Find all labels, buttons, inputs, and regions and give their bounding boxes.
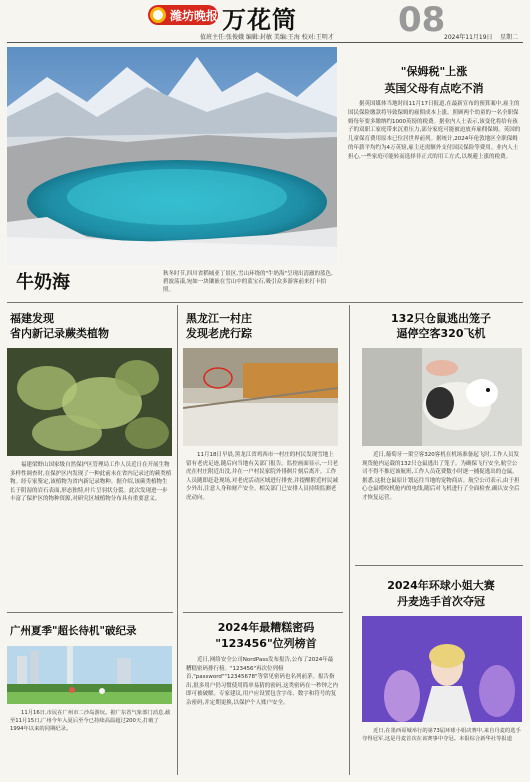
tiger-illustration [183,348,338,446]
miss-headline-line1: 2024年环球小姐大赛 [387,579,495,592]
lake-title: 牛奶海 [16,272,70,293]
column-divider-left [177,305,178,775]
masthead [0,0,530,44]
lake-caption: 秋冬时节,四川省稻城亚丁景区,雪山环绕的"牛奶海"呈现出清澈的蓝色,碧波荡漾,宛如一块镶嵌在雪山中的蓝宝石,吸引众多游客前来打卡拍照。 [163,271,333,293]
section-divider-2 [7,612,173,613]
password-headline-line1: 2024年最糟糕密码 [217,621,315,634]
lake-photo [7,47,337,265]
guangzhou-illustration [7,646,172,704]
tiger-headline-line1: 黑龙江一村庄 [186,312,252,325]
issue-weekday: 星期二 [500,34,519,41]
fern-headline-line1: 福建发现 [10,312,54,325]
hamster-article-body: 近日,葡萄牙一架空客320客机在机场准备起飞时,工作人员发现货舱内运载的132只仓鼠逃出了笼子。为确保飞行安全,航空公司不得不推迟该航班,工作人员花费数小时逐一捕捉逃出的仓鼠。据悉,这批仓鼠原计划运往当地的宠物商店。航空公司表示,由于担心仓鼠啃咬机舱内的电线,随后对飞机进行了全面检查,确认安全后才恢复运营。 [362,452,520,501]
fern-illustration [7,348,172,456]
masthead-divider [7,42,523,43]
hamster-photo [362,348,522,446]
miss-illustration [362,616,522,722]
fern-headline-line2: 省内新记录蕨类植物 [10,327,109,340]
hamster-headline-line2: 逼停空客320飞机 [396,327,486,340]
tiger-article-body: 11月18日早晨,黑龙江省鸡西市一村庄的村民发现雪地上留有老虎足迹,随后向当地有关部门报告。监控画面显示,一只老虎在村庄附近出没,并在一户村民家院外徘徊片刻后离开。工作人员随即赶赴现场,对老虎活动区域进行排查,并提醒附近村民减少外出,注意人身和财产安全。相关部门已安排人员持续监测老虎动向。 [186,452,338,501]
section-divider-1 [7,302,523,303]
guangzhou-photo [7,646,172,704]
tiger-headline-line2: 发现老虎行踪 [186,327,252,340]
hamster-headline-line1: 132只仓鼠逃出笼子 [391,312,491,325]
miss-caption: 近日,在墨西哥城举行的第73届环球小姐决赛中,来自丹麦的选手夺得冠军,这是丹麦首次在该赛事中夺冠。本报综合新华社等报道 [362,728,521,742]
miss-photo [362,616,522,722]
brand-mark-icon [150,7,166,23]
guangzhou-headline: 广州夏季"超长待机"破纪录 [10,625,137,637]
issue-date: 2024年11月19日 [444,34,493,41]
fern-photo [7,348,172,456]
brand-name: 潍坊晚报 [170,8,219,23]
tax-headline-line2: 英国父母有点吃不消 [384,82,484,95]
guangzhou-caption: 11月16日,市民在广州市二沙岛游玩。据广东省气象部门消息,截至11月15日,广州今年入夏后至今已持续高温超过200天,打破了1994年以来的同期纪录。 [10,710,171,732]
miss-headline-line2: 丹麦选手首次夺冠 [397,595,485,608]
section-divider-4 [355,565,523,566]
tiger-photo [183,348,338,446]
section-title: 万花筒 [222,5,297,34]
lake-illustration [7,47,337,265]
section-divider-3 [183,612,343,613]
password-article-body: 近日,网络安全公司NordPass发布报告,公布了2024年最糟糕密码排行榜。"123456"再次位列榜首,"password""12345678"等常见密码也名列前茅。报告指出,很多用户仍习惯使用简单易猜的密码,这类密码在一秒钟之内即可被破解。专家建议,用户应设置包含字母、数字和符号的复杂密码,并定期更换,以保护个人账户安全。 [186,657,338,706]
editorial-credits: 值班主任:张俊娥 编辑:封敏 美编:王海 校对:王明才 [200,34,334,41]
fern-article-body: 福建梁野山国家级自然保护区管理局工作人员近日在开展生物多样性调查时,在保护区内发现了一种此前未在省内记录过的蕨类植物。经专家鉴定,该植物为省内新记录物种。据介绍,该蕨类植物生长于阴湿的岩石表面,形态独特,叶片呈羽状分裂。此次发现进一步丰富了保护区的物种资源,对研究区域植物分布具有重要意义。 [10,462,172,503]
password-headline-line2: "123456"位列榜首 [215,637,317,650]
page-number: 08 [398,0,446,40]
hamster-illustration [362,348,522,446]
tax-headline-line1: "保姆税"上涨 [400,65,468,78]
tax-article-body: 据英国媒体当地时间11月17日报道,在最新宣布的预算案中,雇主的国民保险缴款将导致保姆的雇佣成本上涨。照顾两个幼童的一名全职保姆每年要多缴纳约1000英镑的税费。据业内人士表示,该变化将给有孩子的双职工家庭带来沉重压力,部分家庭可能被迫放弃雇佣保姆。英国的儿童保育费用原本已位居世界前列。据统计,2024年伦敦地区全职保姆的年薪平均约为4万英镑,雇主还需额外支付国民保险等费用。业内人士担心,一些家庭可能转而选择非正式的用工方式,以规避上涨的税费。 [348,101,521,160]
column-divider-right [349,305,350,775]
